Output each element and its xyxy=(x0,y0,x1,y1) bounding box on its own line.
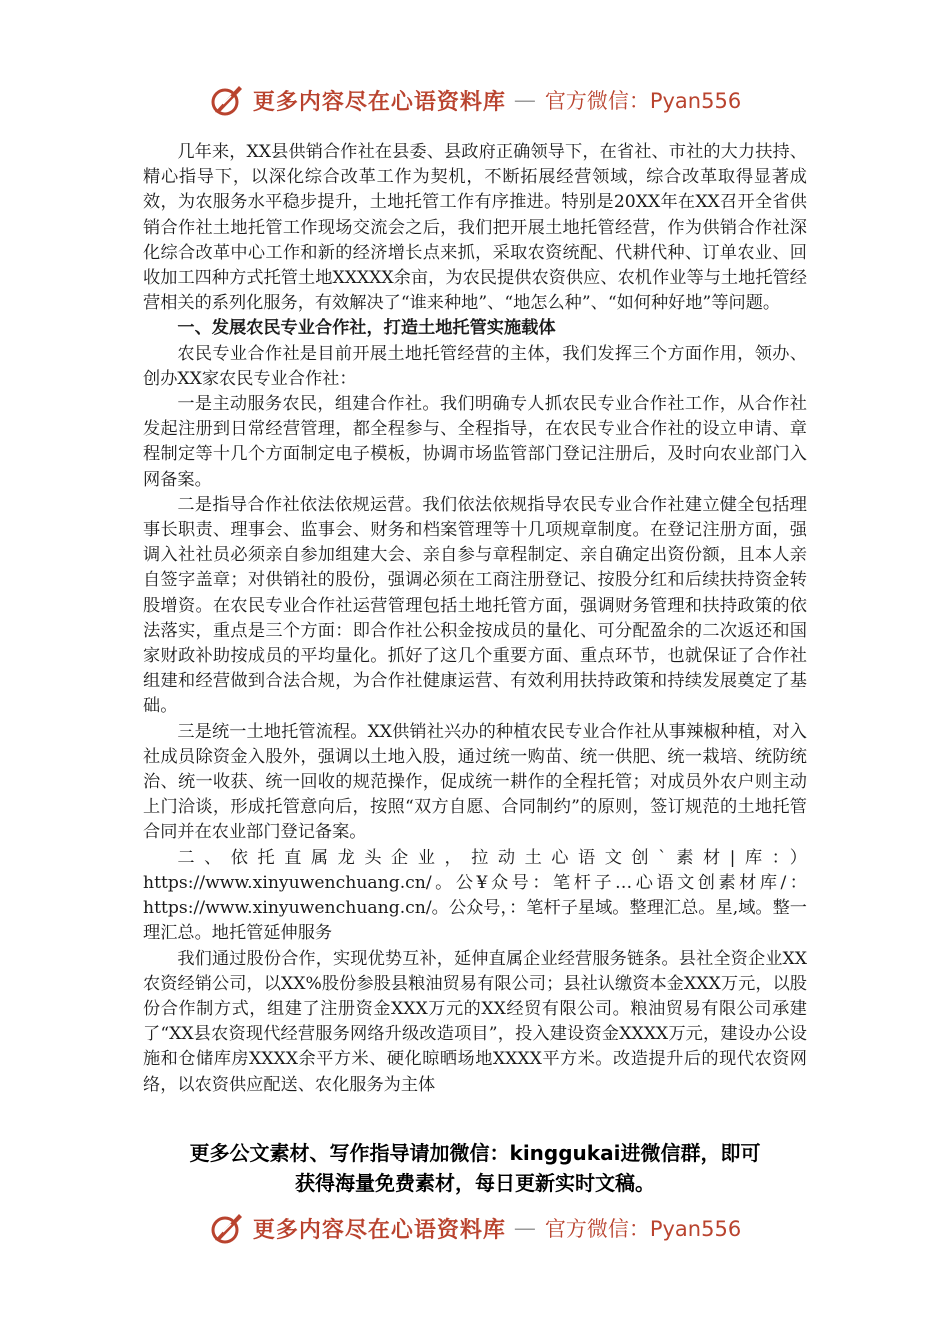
paragraph: 几年来，XX县供销合作社在县委、县政府正确领导下，在省社、市社的大力扶持、精心指导下，以深化综合改革工作为契机，不断拓展经营领域，综合改革取得显著成效，为农服务水平稳步提升，土地托管工作有序推进。特别是20XX年在XX召开全省供销合作社土地托管工作现场交流会之后，我们把开展土地托管经营，作为供销合作社深化综合改革中心工作和新的经济增长点来抓，采取农资统配、代耕代种、订单农业、回收加工四种方式托管土地XXXXX余亩，为农民提供农资供应、农机作业等与土地托管经营相关的系列化服务，有效解决了“谁来种地”、“地怎么种”、“如何种好地”等问题。 xyxy=(143,142,807,314)
footer-banner xyxy=(0,1208,950,1248)
header-banner xyxy=(0,80,950,120)
paragraph: 农民专业合作社是目前开展土地托管经营的主体，我们发挥三个方面作用，领办、创办XX家农民专业合作社： xyxy=(143,343,807,389)
section-heading-watermarked: 二、依托直属龙头企业，拉动土心语文创`素材|库：）https://www.xinyuwenchuang.cn/。公¥众号：笔杆子…心语文创素材库/：https://www.xinyuwenchuang.cn/。公众号，：笔杆子星域。整理汇总。星,域。整一理汇总。地托管延伸服务 xyxy=(143,847,807,944)
quill-logo-icon xyxy=(209,1210,245,1246)
footer-note-line-1: 更多公文素材、写作指导请加微信：kinggukai进微信群，即可 xyxy=(189,1141,761,1165)
paragraph: 我们通过股份合作，实现优势互补，延伸直属企业经营服务链条。县社全资企业XX农资经销公司，以XX%股份参股县粮油贸易有限公司；县社认缴资本金XXX万元，以股份合作制方式，组建了注册资金XXX万元的XX经贸有限公司。粮油贸易有限公司承建了“XX县农资现代经营服务网络升级改造项目”，投入建设资金XXXX万元，建设办公设施和仓储库房XXXX余平方米、硬化晾晒场地XXXX平方米。改造提升后的现代农资网络，以农资供应配送、农化服务为主体 xyxy=(143,948,807,1095)
banner-wechat: 官方微信：Pyan556 xyxy=(544,89,742,113)
footer-note-line-2: 获得海量免费素材，每日更新实时文稿。 xyxy=(295,1171,655,1195)
banner-text: 更多内容尽在心语资料库 xyxy=(252,1216,506,1243)
banner-wechat: 官方微信：Pyan556 xyxy=(544,1217,742,1241)
banner-text: 更多内容尽在心语资料库 xyxy=(252,88,506,115)
document-body xyxy=(143,140,807,1098)
quill-logo-icon xyxy=(209,82,245,118)
paragraph: 三是统一土地托管流程。XX供销社兴办的种植农民专业合作社从事辣椒种植，对入社成员除资金入股外，强调以土地入股，通过统一购苗、统一供肥、统一栽培、统防统治、统一收获、统一回收的规范操作，促成统一耕作的全程托管；对成员外农户则主动上门洽谈，形成托管意向后，按照“双方自愿、合同制约”的原则，签订规范的土地托管合同并在农业部门登记备案。 xyxy=(143,721,807,843)
footer-note xyxy=(100,1138,850,1198)
paragraph: 二是指导合作社依法依规运营。我们依法依规指导农民专业合作社建立健全包括理事长职责、理事会、监事会、财务和档案管理等十几项规章制度。在登记注册方面，强调入社社员必须亲自参加组建大会、亲自参与章程制定、亲自确定出资份额，且本人亲自签字盖章；对供销社的股份，强调必须在工商注册登记、按股分红和后续扶持资金转股增资。在农民专业合作社运营管理包括土地托管方面，强调财务管理和扶持政策的依法落实，重点是三个方面：即合作社公积金按成员的量化、可分配盈余的二次返还和国家财政补助按成员的平均量化。抓好了这几个重要方面、重点环节，也就保证了合作社组建和经营做到合法合规，为合作社健康运营、有效利用扶持政策和持续发展奠定了基础。 xyxy=(143,494,807,717)
section-heading: 一、发展农民专业合作社，打造土地托管实施载体 xyxy=(177,318,556,339)
banner-separator: — xyxy=(513,1215,537,1241)
paragraph: 一是主动服务农民，组建合作社。我们明确专人抓农民专业合作社工作，从合作社发起注册到日常经营管理，都全程参与、全程指导，在农民专业合作社的设立申请、章程制定等十几个方面制定电子模板，协调市场监管部门登记注册后，及时向农业部门入网备案。 xyxy=(143,394,807,490)
banner-separator: — xyxy=(513,87,537,113)
